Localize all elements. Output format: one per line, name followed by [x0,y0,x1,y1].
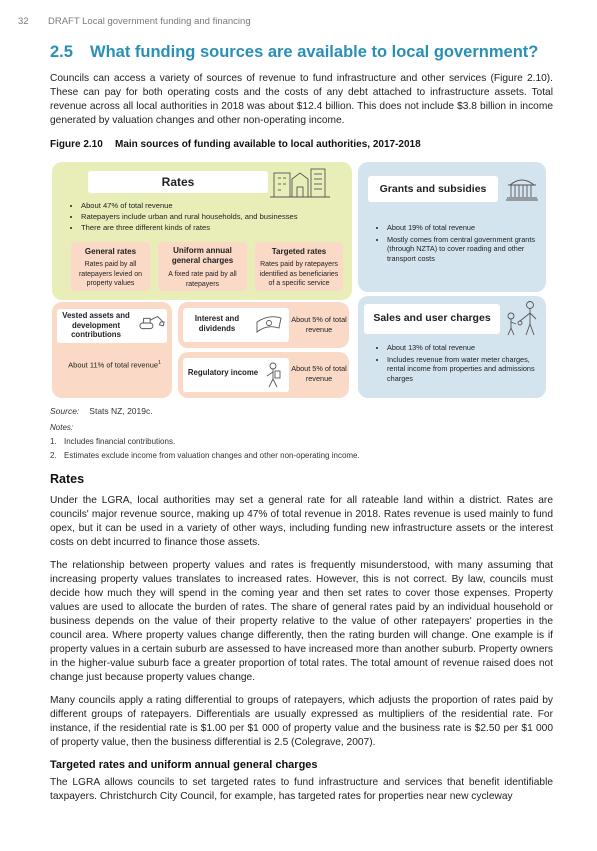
vested-text [57,358,172,371]
note-text: Estimates exclude income from valuation changes and other non-operating income. [64,451,360,460]
rates-paragraph-4: The LGRA allows councils to set targeted rates to fund infrastructure and services that benefit identifiable taxpayers. Christchurch City Council, for example, has targeted rates for properties near new cycleway [50,777,553,802]
rates-title: Rates [161,175,195,189]
figure-caption [50,139,421,150]
figure-source [50,406,153,416]
money-icon [254,312,284,334]
sales-bullets [375,343,547,383]
regulatory-title: Regulatory income [187,368,259,377]
regulatory-text: About 5% of total revenue [291,364,347,383]
rates-heading: Rates [50,472,85,486]
inspector-icon [264,362,282,388]
targeted-rates-title: Targeted rates [271,247,327,256]
grants-bullets [375,223,537,263]
source-text: Stats NZ, 2019c. [89,406,153,416]
figure-label: Figure 2.10 [50,139,103,150]
rates-bullet: • About 47% of total revenue [81,200,361,211]
general-rates-title: General rates [84,247,137,256]
family-icon [503,300,539,336]
figure-title: Main sources of funding available to local authorities, 2017-2018 [115,139,421,150]
targeted-rates-text: Rates paid by ratepayers identified as beneficiaries of a specific service [259,261,339,287]
note-item: 1. Includes financial contributions. [50,437,176,446]
source-label: Source: [50,406,80,416]
sales-bullet: • Includes revenue from water meter charges, rental income from properties and admissions charges [387,355,547,384]
grants-bullet: • Mostly comes from central government grants (through NZTA) to cover roading and other transport costs [387,235,537,264]
grants-title: Grants and subsidies [379,183,487,195]
note-item: 2. Estimates exclude income from valuation changes and other non-operating income. [50,451,360,460]
notes-label: Notes: [50,423,74,432]
targeted-rates-subheading: Targeted rates and uniform annual general charges [50,759,318,771]
general-rates-text: Rates paid by all ratepayers levied on property values [78,261,143,287]
buildings-icon [270,165,330,199]
rates-bullet: • There are three different kinds of rates [81,222,361,233]
rates-paragraph-2: The relationship between property values and rates is frequently misunderstood, with many assuming that increasing property values translates to increased rates. However, this is not correct. By law, councils must decide how much they will spend in the coming year and then set rates to cover those expenses. Property values are used to allocate the burden of rates. The share of general rates paid by an individual household or business depends on the value of their property relative to the value of other ratepayers' properties in the council area. Where property values change differently, then the rating burden will change. One example is if property values in a certain suburb are assessed to have increased more than another suburb. Property owners in the higher-value suburb face a greater proportion of total rates. The total amount of revenue raised does not change just because property values change. [50,560,553,683]
government-building-icon [505,173,539,201]
rates-paragraph-1: Under the LGRA, local authorities may set a general rate for all rateable land within a district. Rates are councils' major revenue source, making up 47% of total revenue in 2018. Rates revenue is used mainly to fund opex, but it can be used in a variety of other ways, including funding new infrastructure assets or the interest costs on debt incurred to finance those assets. [50,495,553,548]
sales-bullet: • About 13% of total revenue [387,343,547,353]
rates-paragraph-3: Many councils apply a rating differential to groups of ratepayers, which adjusts the proportion of rates paid by different groups of ratepayers. Differentials are usually expressed as multipliers of the residential rate. For instance, if the residential rate is $1.00 per $1 000 of property value and the business rate is $2.50 per $1 000 of property value, then the business differential is 2.5 (Colegrave, 2007). [50,695,553,748]
section-number: 2.5 [50,43,73,61]
rates-bullet: • Ratepayers include urban and rural households, and businesses [81,211,361,222]
vested-title: Vested assets and development contributions [62,311,130,339]
page-number: 32 [18,16,29,27]
note-text: Includes financial contributions. [64,437,176,446]
section-heading [50,43,538,62]
interest-text: About 5% of total revenue [291,315,347,334]
digger-icon [138,314,166,332]
intro-paragraph: Councils can access a variety of sources of revenue to fund infrastructure and other services (Figure 2.10). These can pay for both operating costs and the costs of any debt attached to infrastructure assets. Total revenue across all local authorities in 2018 was about $12.4 billion. This does not include $3.8 billion in income generated by valuation changes and other non-operating income. [50,73,553,126]
running-title: DRAFT Local government funding and financing [48,16,251,27]
uniform-charges-title: Uniform annual general charges [171,246,234,265]
running-header [18,16,251,27]
sales-title: Sales and user charges [373,312,491,324]
uniform-charges-text: A fixed rate paid by all ratepayers [168,271,237,288]
vested-share: About 11% of total revenue [68,360,159,370]
rates-bullets [69,200,361,233]
vested-footnote-ref: 1 [158,360,161,366]
section-title: What funding sources are available to local government? [90,43,539,61]
grants-bullet: • About 19% of total revenue [387,223,537,233]
interest-title: Interest and dividends [194,314,240,333]
